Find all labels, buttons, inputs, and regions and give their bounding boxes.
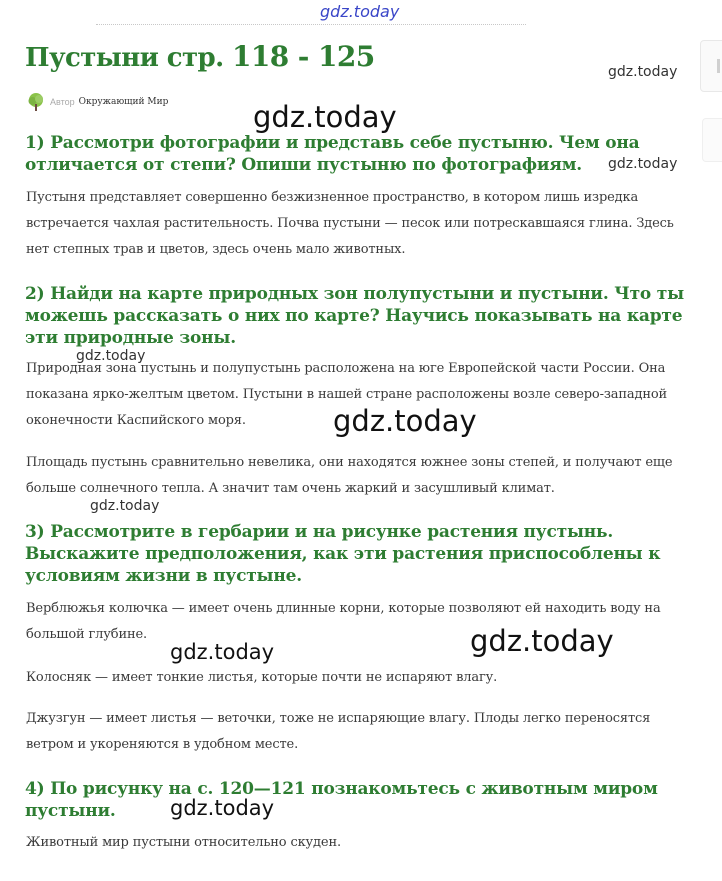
watermark-large-2: gdz.today [333,404,477,438]
top-divider [96,24,526,25]
watermark-small-1: gdz.today [608,64,678,80]
answer-2-1: Природная зона пустынь и полупустынь расположена на юге Европейской части России. Она показана ярко-желтым цветом. Пустыни в нашей стране расположены возле северо-западной оконечности Каспийского моря. [26,361,668,428]
title-pages: 118 - 125 [232,40,375,73]
watermark-top: gdz.today [320,2,400,21]
watermark-medium-1: gdz.today [170,640,275,664]
watermark-small-3: gdz.today [76,348,146,364]
watermark-large-1: gdz.today [253,100,397,134]
author-line [26,92,168,112]
question-2: 2) Найди на карте природных зон полупустыни и пустыни. Что ты можешь рассказать о них по карте? Научись показывать на карте эти природные зоны. [25,284,684,348]
watermark-small-2: gdz.today [608,156,678,172]
page-title [25,40,375,73]
question-3: 3) Рассмотрите в гербарии и на рисунке растения пустынь. Выскажите предположения, как эти растения приспособлены к условиям жизни в пустыне. [25,522,661,586]
tree-icon [26,92,46,112]
answer-4-1: Животный мир пустыни относительно скуден. [26,835,341,850]
title-prefix: Пустыни стр. [25,43,224,73]
question-4: 4) По рисунку на с. 120—121 познакомьтесь с животным миром пустыни. [25,779,658,821]
answer-3-2: Колосняк — имеет тонкие листья, которые почти не испаряют влагу. [26,670,498,685]
answer-3-1: Верблюжья колючка — имеет очень длинные корни, которые позволяют ей находить воду на большой глубине. [26,601,661,642]
answer-1-1: Пустыня представляет совершенно безжизненное пространство, в котором лишь изредка встречается чахлая растительность. Почва пустыни — песок или потрескавшаяся глина. Здесь нет степных трав и цветов, здесь очень мало животных. [26,190,674,257]
author-label: Автор [50,97,75,107]
author-value[interactable]: Окружающий Мир [78,97,169,107]
answer-2-2: Площадь пустынь сравнительно невелика, они находятся южнее зоны степей, и получают еще больше солнечного тепла. А значит там очень жаркий и засушливый климат. [26,455,673,496]
watermark-medium-2: gdz.today [170,796,275,820]
answer-3-3: Джузгун — имеет листья — веточки, тоже не испаряющие влагу. Плоды легко переносятся ветром и укореняются в удобном месте. [26,711,651,752]
watermark-small-4: gdz.today [90,498,160,514]
sidebar-widget-edge-2[interactable] [702,118,722,162]
sidebar-widget-edge[interactable] [700,40,722,92]
watermark-large-3: gdz.today [470,624,614,658]
question-1: 1) Рассмотри фотографии и представь себе пустыню. Чем она отличается от степи? Опиши пустыню по фотографиям. [25,133,640,175]
